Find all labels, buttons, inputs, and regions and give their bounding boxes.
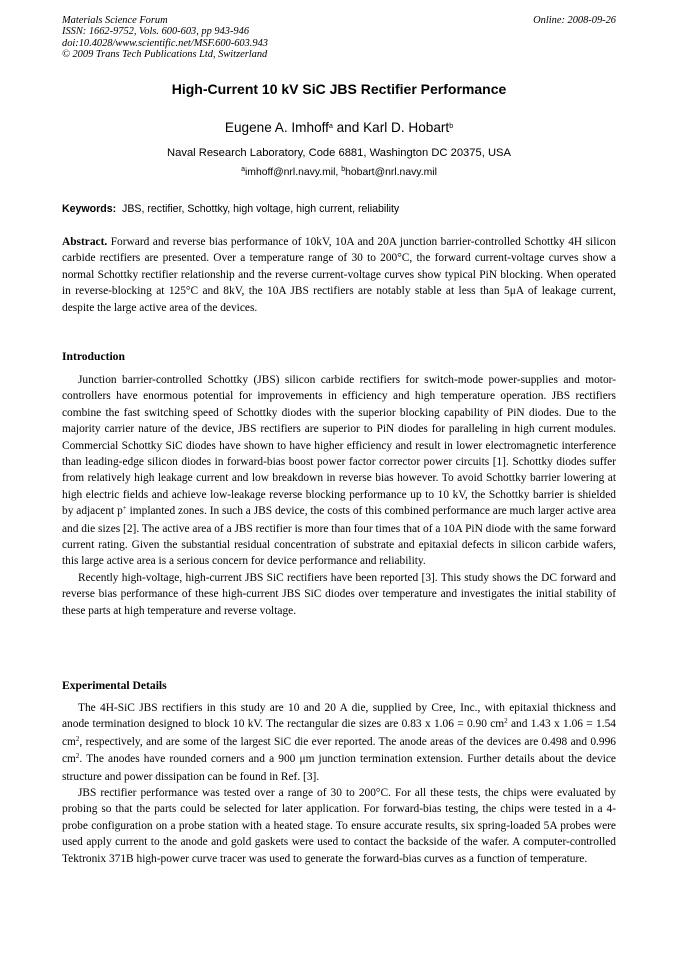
experimental-body <box>62 700 616 867</box>
introduction-body <box>62 372 616 619</box>
intro-p1-part-b: implanted zones. In such a JBS device, the costs of this combined performance are much larger active area and die sizes [2]. The active area of a JBS rectifier is more than four times that of a 10A PiN diode with the same forward current rating. Given the substantial residual concentration of substrate and epitaxial defects in silicon carbide wafers, this large active area is a serious concern for device performance and reliability. <box>62 505 616 568</box>
email-line <box>62 167 616 178</box>
exp-p1-part-d: . The anodes have rounded corners and a 900 μm junction termination extension. Further details about the device structure and power dissipation can be found in Ref. [3]. <box>62 753 616 783</box>
author-conjunction: and <box>332 120 364 135</box>
intro-paragraph-1 <box>62 372 616 570</box>
keywords <box>62 203 616 215</box>
journal-header <box>62 15 616 61</box>
author-line <box>62 120 616 135</box>
journal-issn: ISSN: 1662-9752, Vols. 600-603, pp 943-946 <box>62 26 250 38</box>
paper-title: High-Current 10 kV SiC JBS Rectifier Performance <box>171 81 507 97</box>
section-heading-experimental: Experimental Details <box>62 679 167 692</box>
p-plus-superscript: + <box>122 504 127 513</box>
cm2-superscript-1: 2 <box>504 717 508 726</box>
abstract <box>62 234 616 316</box>
email-2-marker: b <box>341 166 346 173</box>
keywords-text: JBS, rectifier, Schottky, high voltage, high current, reliability <box>116 203 400 215</box>
affiliation: Naval Research Laboratory, Code 6881, Washington DC 20375, USA <box>167 147 511 159</box>
author-1-marker: a <box>328 123 333 130</box>
online-date: Online: 2008-09-26 <box>533 15 616 26</box>
journal-doi: doi:10.4028/www.scientific.net/MSF.600-603.943 <box>62 37 268 49</box>
author-1: Eugene A. Imhoff <box>224 120 329 135</box>
cm2-superscript-2: 2 <box>75 734 80 743</box>
exp-p1-part-a: The 4H-SiC JBS rectifiers in this study are 10 and 20 A die, supplied by Cree, Inc., with epitaxial thickness and anode termination designed to block 10 kV. The rectangular die sizes are 0.83 x 1.06 = 0.90 cm <box>62 702 616 731</box>
exp-paragraph-1 <box>62 700 616 785</box>
exp-p1-part-c: , respectively, and are some of the largest SiC die ever reported. The anode areas of the devices are 0.498 and 0.996 cm <box>62 735 616 766</box>
keywords-label: Keywords: <box>62 203 117 215</box>
intro-paragraph-2: Recently high-voltage, high-current JBS SiC rectifiers have been reported [3]. This study shows the DC forward and reverse bias performance of these high-current JBS SiC diodes over temperature and investigates the initial stability of these parts at high temperature and reverse voltage. <box>62 571 616 617</box>
email-1-marker: a <box>241 166 245 173</box>
section-heading-introduction: Introduction <box>62 350 125 363</box>
exp-paragraph-2: JBS rectifier performance was tested over a range of 30 to 200°C. For all these tests, the chips were evaluated by probing so that the parts could be selected for later application. For forward-bias testing, the chips were tested in a 4-probe configuration on a probe station with a heated stage. To ensure accurate results, six spring-loaded 5A probes were used apply current to the anode and gold gaskets were used to contact the backside of the wafer. A computer-controlled Tektronix 371B high-power curve tracer was used to generate the forward-bias curves as a function of temperature. <box>62 787 616 865</box>
author-2-marker: b <box>449 123 454 130</box>
author-2: Karl D. Hobart <box>363 120 450 135</box>
email-2: hobart@nrl.navy.mil <box>345 167 437 178</box>
cm2-superscript-3: 2 <box>75 752 80 761</box>
journal-copyright: © 2009 Trans Tech Publications Ltd, Switzerland <box>62 49 268 61</box>
abstract-text: Forward and reverse bias performance of 10kV, 10A and 20A junction barrier-controlled Schottky 4H silicon carbide rectifiers are presented. Over a temperature range of 30 to 200°C, the forward current-voltage curves show a normal Schottky rectifier relationship and the reverse current-voltage curves show typical PiN blocking. When operated in reverse-blocking at 125°C and 8kV, the 10A JBS rectifiers are notably stable at less than 5μA of leakage current, despite the large active area of the devices. <box>62 236 616 314</box>
email-1: imhoff@nrl.navy.mil, <box>245 167 342 178</box>
abstract-label: Abstract. <box>62 236 108 248</box>
journal-name: Materials Science Forum <box>62 15 168 26</box>
intro-p1-part-a: Junction barrier-controlled Schottky (JBS) silicon carbide rectifiers for switch-mode power-supplies and motor-controllers have enormous potential for improvements in efficiency and high temperature operation. JBS rectifiers combine the fast switching speed of Schottky diodes with the superior blocking capability of PiN diodes. Due to the majority carrier nature of the device, JBS rectifiers are superior to PiN diodes for paralleling in high current modules. Commercial Schottky SiC diodes have shown to have higher efficiency and result in lower electromagnetic interference than leading-edge silicon diodes in forward-bias boost power factor corrector power circuits [1]. Schottky diodes suffer from relatively high leakage current and low breakdown in reverse bias however. To avoid Schottky barrier lowering at high electric fields and achieve low-leakage reverse blocking performance up to 10 kV, the Schottky barrier is shielded by adjacent p <box>62 374 616 518</box>
exp-p1-part-b: and 1.43 x 1.06 = 1.54 cm <box>62 718 616 748</box>
